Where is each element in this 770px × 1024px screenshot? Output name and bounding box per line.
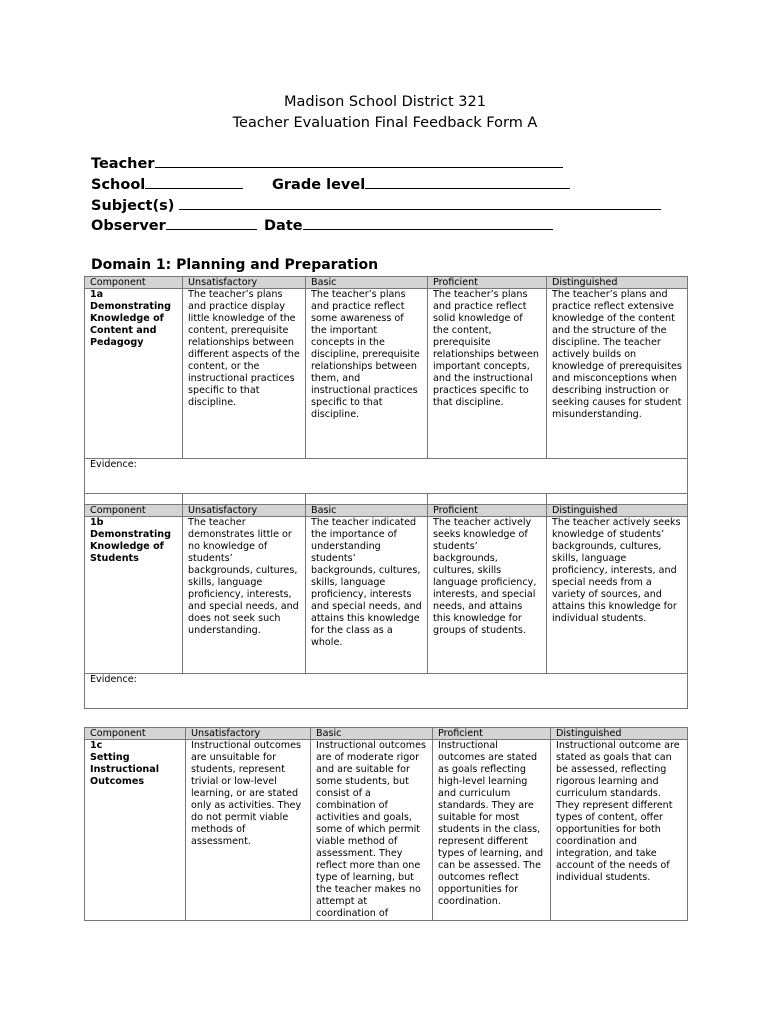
evidence-row-1b [85,674,688,709]
column-header-unsatisfactory: Unsatisfactory [183,277,306,289]
column-header-component: Component [85,277,183,289]
column-header-distinguished: Distinguished [547,277,688,289]
spacer-cell [547,494,688,505]
column-header-basic: Basic [306,505,428,517]
header-row [85,505,688,517]
teacher-line[interactable] [155,153,563,168]
unsatisfactory-cell: Instructional outcomes are unsuitable for students, represent trivial or low-level learning, or are stated only as activities. They do not permit viable methods of assessment. [186,740,311,921]
rubric-table-1 [84,276,688,709]
observer-line[interactable] [166,215,257,230]
proficient-cell: The teacher actively seeks knowledge of students’ backgrounds, cultures, skills language proficiency, interests, and special needs, and attains this knowledge for groups of students. [428,517,547,674]
evidence-cell[interactable]: Evidence: [85,674,688,709]
header-row [85,277,688,289]
basic-cell: Instructional outcomes are of moderate rigor and are suitable for some students, but consist of a combination of activities and goals, some of which permit viable method of assessment. They reflect more than one type of learning, but the teacher makes no attempt at coordination of [311,740,433,921]
component-cell [85,289,183,459]
observer-field [91,215,257,234]
column-header-distinguished: Distinguished [547,505,688,517]
grade-level-line[interactable] [365,174,570,189]
teacher-field [91,153,563,172]
subjects-line[interactable] [179,195,661,210]
distinguished-cell: Instructional outcome are stated as goals that can be assessed, reflecting rigorous learning and curriculum standards. They represent different types of content, offer opportunities for both coordination and integration, and take account of the needs of individual students. [551,740,688,921]
rubric-table-2 [84,727,688,921]
component-code: 1b [90,517,104,528]
component-row-1b [85,517,688,674]
observer-label: Observer [91,218,166,234]
evidence-cell[interactable]: Evidence: [85,459,688,494]
proficient-cell: Instructional outcomes are stated as goals reflecting high-level learning and curriculum standards. They are suitable for most students in the class, represent different types of learning, and can be assessed. The outcomes reflect opportunities for coordination. [433,740,551,921]
distinguished-cell: The teacher actively seeks knowledge of students’ backgrounds, cultures, skills, language proficiency, interests, and special needs from a variety of sources, and attains this knowledge for individual students. [547,517,688,674]
component-row-1a [85,289,688,459]
school-line[interactable] [145,174,243,189]
proficient-cell: The teacher’s plans and practice reflect solid knowledge of the content, prerequisite relationships between important concepts, and the instructional practices specific to that discipline. [428,289,547,459]
column-header-component: Component [85,728,186,740]
spacer-cell [183,494,306,505]
component-name: Demonstrating Knowledge of Content and Pedagogy [90,301,171,348]
grade-level-field [272,174,570,193]
component-code: 1a [90,289,104,300]
form-title: Teacher Evaluation Final Feedback Form A [232,115,538,131]
unsatisfactory-cell: The teacher’s plans and practice display little knowledge of the content, prerequisite relationships between different aspects of the content, or the instructional practices specific to that discipline. [183,289,306,459]
basic-cell: The teacher’s plans and practice reflect some awareness of the important concepts in the discipline, prerequisite relationships between them, and instructional practices specific to that discipline. [306,289,428,459]
spacer-row [85,494,688,505]
component-row-1c [85,740,688,921]
spacer-cell [306,494,428,505]
header-row [85,728,688,740]
column-header-unsatisfactory: Unsatisfactory [186,728,311,740]
component-name: Setting Instructional Outcomes [90,752,160,787]
teacher-label: Teacher [91,156,155,172]
school-label: School [91,177,146,193]
column-header-proficient: Proficient [433,728,551,740]
distinguished-cell: The teacher’s plans and practice reflect extensive knowledge of the content and the structure of the discipline. The teacher actively builds on knowledge of prerequisites and misconceptions when describing instruction or seeking causes for student misunderstanding. [547,289,688,459]
subjects-field [91,195,661,214]
evidence-row-1a [85,459,688,494]
district-title: Madison School District 321 [284,94,486,110]
school-field [91,174,243,193]
column-header-basic: Basic [306,277,428,289]
grade-level-label: Grade level [272,177,366,193]
unsatisfactory-cell: The teacher demonstrates little or no knowledge of students’ backgrounds, cultures, skills, language proficiency, interests, and special needs, and does not seek such understanding. [183,517,306,674]
subjects-label: Subject(s) [91,198,175,214]
component-name: Demonstrating Knowledge of Students [90,529,171,564]
date-label: Date [264,218,303,234]
domain-title: Domain 1: Planning and Preparation [91,257,379,273]
column-header-unsatisfactory: Unsatisfactory [183,505,306,517]
date-line[interactable] [303,215,553,230]
component-cell [85,740,186,921]
spacer-cell [85,494,183,505]
column-header-basic: Basic [311,728,433,740]
column-header-proficient: Proficient [428,505,547,517]
component-cell [85,517,183,674]
basic-cell: The teacher indicated the importance of understanding students’ backgrounds, cultures, skills, language proficiency, interests and special needs, and attains this knowledge for the class as a whole. [306,517,428,674]
component-code: 1c [90,740,103,751]
spacer-cell [428,494,547,505]
column-header-proficient: Proficient [428,277,547,289]
column-header-component: Component [85,505,183,517]
column-header-distinguished: Distinguished [551,728,688,740]
date-field [264,215,553,234]
